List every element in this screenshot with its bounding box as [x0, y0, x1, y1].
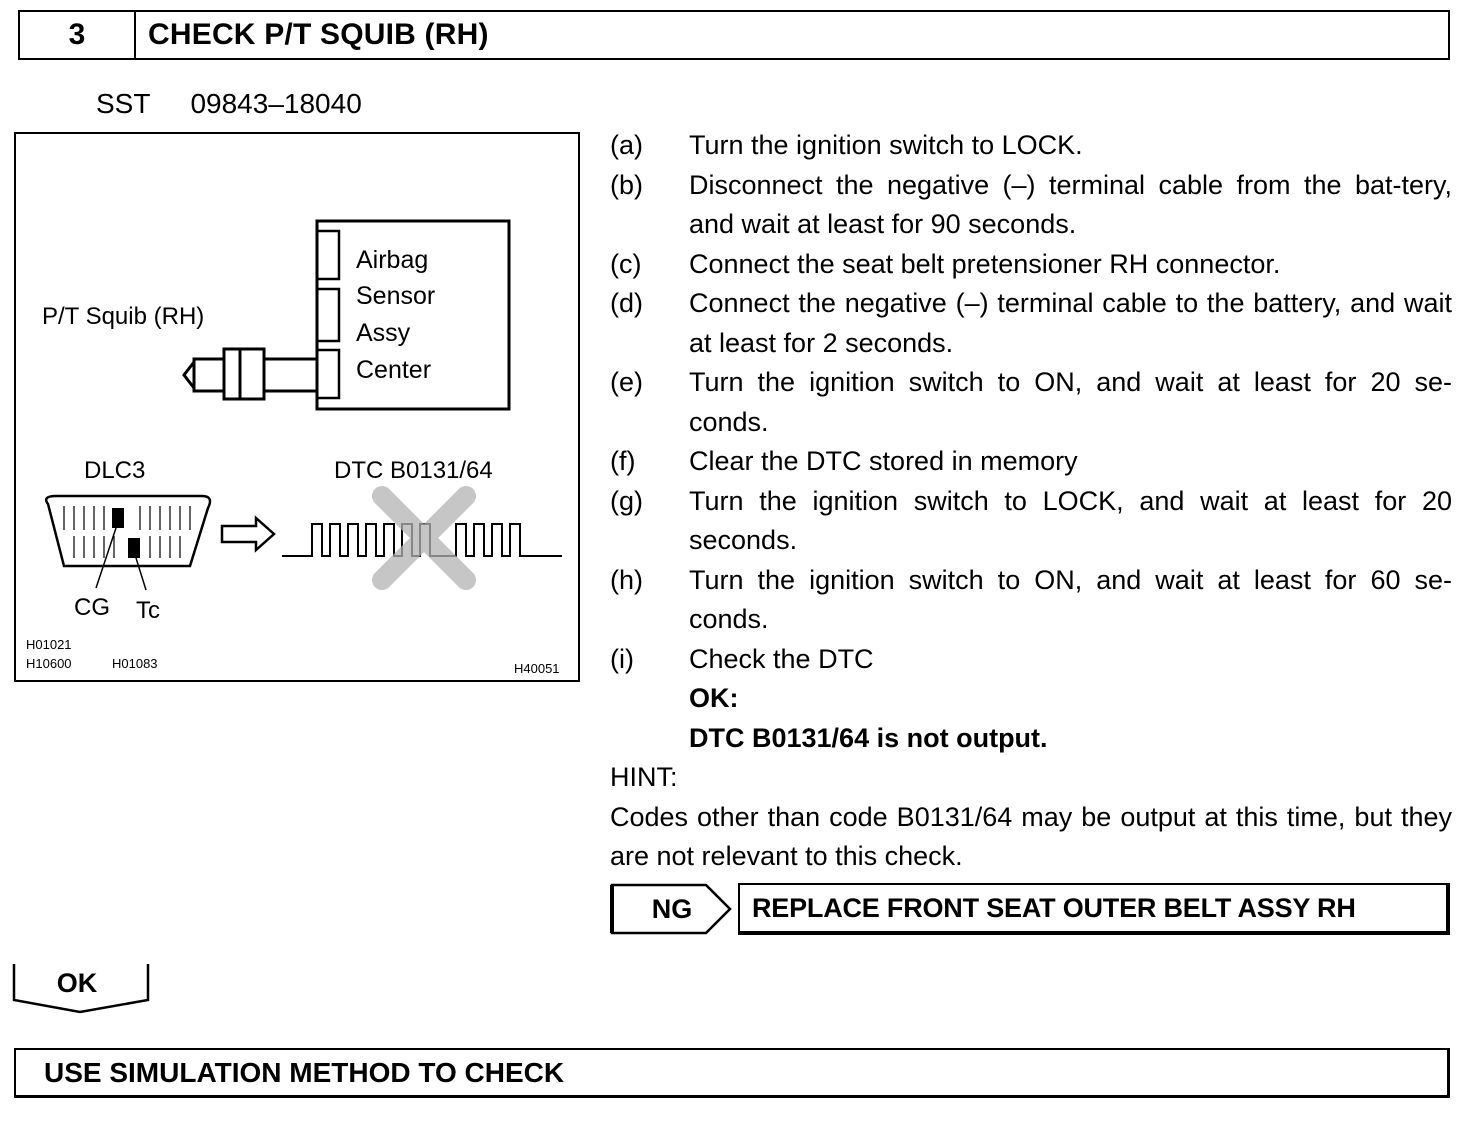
- hint-text: Codes other than code B0131/64 may be output at this time, but they are not relevant to this check.: [610, 801, 1452, 871]
- ok-result-text: DTC B0131/64 is not output.: [689, 722, 1048, 753]
- sst-line: [96, 88, 362, 120]
- ng-label: NG: [651, 894, 693, 924]
- step-text: Clear the DTC stored in memory: [689, 446, 1078, 476]
- step-text: Connect the seat belt pretensioner RH connector.: [689, 248, 1281, 279]
- step-label: (b): [610, 169, 643, 200]
- step-label: (g): [610, 485, 643, 516]
- ng-branch: [610, 883, 1450, 935]
- ok-branch: [12, 962, 150, 1014]
- figure-code-left-1: H01021: [26, 637, 72, 652]
- step-label: (d): [610, 288, 643, 318]
- step-text: Disconnect the negative (–) terminal cable from the bat-tery, and wait at least for 90 seconds.: [689, 169, 1452, 239]
- step-label: (h): [610, 564, 643, 595]
- step-text: Check the DTC: [689, 643, 874, 674]
- ecu-line-4: Center: [356, 356, 432, 384]
- step-text: Turn the ignition switch to ON, and wait at least for 60 se-conds.: [689, 564, 1452, 634]
- ok-result: [610, 679, 1452, 758]
- ecu-line-1: Airbag: [356, 246, 429, 274]
- hint-label: HINT:: [610, 762, 678, 792]
- cg-terminal: [112, 508, 124, 528]
- sst-label: SST: [96, 88, 151, 119]
- step-item: [610, 166, 1452, 245]
- step-text: Turn the ignition switch to LOCK, and wait at least for 20 seconds.: [689, 485, 1452, 555]
- cg-label: CG: [74, 594, 110, 621]
- connector-icon: [184, 349, 317, 399]
- hint-block: [610, 758, 1452, 877]
- final-action-box: USE SIMULATION METHOD TO CHECK: [14, 1048, 1450, 1098]
- figure-code-right: H40051: [514, 661, 560, 676]
- ecu-terminal-2: [317, 289, 339, 341]
- dlc3-label: DLC3: [84, 457, 146, 484]
- step-item: [610, 245, 1452, 285]
- step-item: [610, 363, 1452, 442]
- step-label: (c): [610, 248, 642, 279]
- ecu-terminal-3: [317, 350, 339, 398]
- step-item: [610, 561, 1452, 640]
- figure-drawing: [16, 134, 582, 684]
- tc-terminal: [128, 538, 140, 558]
- sst-number: 09843–18040: [190, 88, 362, 119]
- wiring-figure: [14, 132, 580, 682]
- ecu-terminal-1: [317, 231, 339, 279]
- step-title: CHECK P/T SQUIB (RH): [148, 18, 489, 51]
- step-item: [610, 482, 1452, 561]
- step-label: (i): [610, 643, 634, 674]
- step-header: [18, 10, 1450, 60]
- ecu-line-2: Sensor: [356, 282, 436, 310]
- ok-label: OK: [56, 968, 98, 998]
- step-text: Turn the ignition switch to LOCK.: [689, 130, 1083, 160]
- figure-code-left-3: H01083: [112, 656, 158, 671]
- ecu-line-3: Assy: [356, 319, 411, 347]
- tc-label: Tc: [136, 597, 160, 624]
- step-item: [610, 442, 1452, 482]
- step-label: (e): [610, 367, 643, 397]
- ok-result-label: OK:: [689, 683, 739, 713]
- step-item: [610, 126, 1452, 166]
- step-item: [610, 640, 1452, 680]
- step-label: (f): [610, 446, 636, 476]
- dlc3-connector-icon: [46, 496, 210, 590]
- step-number: 3: [20, 12, 136, 58]
- squib-label: P/T Squib (RH): [42, 303, 205, 330]
- step-text: Connect the negative (–) terminal cable to the battery, and wait at least for 2 seconds.: [689, 288, 1452, 358]
- step-label: (a): [610, 130, 643, 160]
- ng-action-box: REPLACE FRONT SEAT OUTER BELT ASSY RH: [738, 883, 1450, 935]
- figure-code-left-2: H10600: [26, 656, 72, 671]
- arrow-right-icon: [222, 518, 274, 550]
- step-item: [610, 284, 1452, 363]
- step-text: Turn the ignition switch to ON, and wait at least for 20 se-conds.: [689, 367, 1452, 437]
- procedure-steps: [610, 126, 1452, 877]
- dtc-label: DTC B0131/64: [334, 457, 493, 484]
